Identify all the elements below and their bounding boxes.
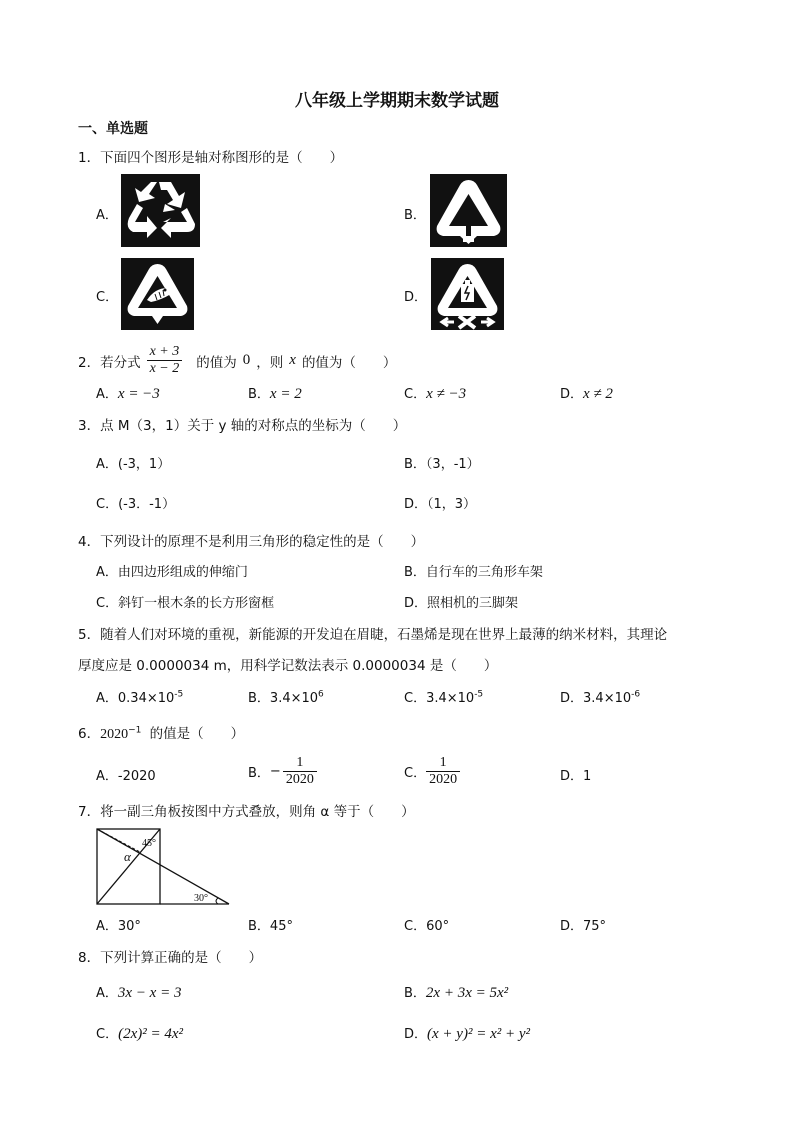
q7-option-a: A．30° — [96, 919, 141, 934]
q5-option-d: D．$3.4\times 10^{-6}$ — [560, 689, 641, 706]
question-7-stem: 7．将一副三角板按图中方式叠放，则角 α 等于（ ） — [78, 804, 415, 820]
q3-option-c: C．(-3．-1） — [96, 497, 176, 512]
question-6-stem: 6．$2020^{-1}$ 的值是（ ） — [78, 725, 245, 742]
recycle-arrows-icon — [121, 174, 200, 247]
recycle-triangle-icon — [430, 174, 507, 247]
question-3-stem: 3．点 M（3，1）关于 y 轴的对称点的坐标为（ ） — [78, 418, 407, 434]
q2-var: x — [289, 352, 296, 368]
question-2-stem — [78, 344, 396, 377]
q2-option-b: B．x = 2 — [248, 386, 302, 402]
q8-option-d: D．(x + y)² = x² + y² — [404, 1026, 530, 1042]
q4-option-d: D．照相机的三脚架 — [404, 596, 519, 611]
q4-option-c: C．斜钉一根木条的长方形窗框 — [96, 596, 275, 611]
q2-prefix: 2．若分式 — [78, 354, 141, 371]
q2-fraction — [147, 344, 183, 377]
q2-option-d: D．x ≠ 2 — [560, 386, 613, 402]
q5-option-b: B．$3.4\times 10^6$ — [248, 689, 324, 706]
q4-option-a: A．由四边形组成的伸缩门 — [96, 565, 248, 580]
question-8-stem: 8．下列计算正确的是（ ） — [78, 950, 263, 966]
question-5-line-1: 5．随着人们对环境的重视，新能源的开发迫在眉睫，石墨烯是现在世界上最薄的纳米材料，其理论 — [78, 627, 668, 643]
q3-option-a: A．(-3，1） — [96, 457, 171, 472]
q6-option-b: B． − $\frac{1}{2020}$ — [248, 755, 317, 788]
q2-option-a: A．x = −3 — [96, 386, 160, 402]
page-title: 八年级上学期期末数学试题 — [295, 91, 499, 111]
question-4-stem: 4．下列设计的原理不是利用三角形的稳定性的是（ ） — [78, 534, 425, 550]
fig-label-30: 30° — [194, 893, 208, 904]
q8-option-a: A．3x − x = 3 — [96, 985, 182, 1001]
q8-option-b: B．2x + 3x = 5x² — [404, 985, 509, 1001]
recycle-battery-icon — [431, 258, 504, 330]
q5-option-a: A．$0.34\times 10^{-5}$ — [96, 689, 184, 706]
q3-option-d: D．（1，3） — [404, 497, 477, 512]
q6-option-c: C． $\frac{1}{2020}$ — [404, 755, 460, 788]
q7-option-b: B．45° — [248, 919, 293, 934]
q2-text-a: 的值为 — [196, 354, 237, 371]
q2-text-b: ，则 — [256, 354, 284, 371]
fig-label-alpha: α — [124, 849, 131, 864]
fig-label-45: 45° — [142, 838, 156, 849]
q6-option-a: A．-2020 — [96, 769, 156, 784]
triangle-figure — [96, 828, 232, 906]
q1-option-d-label: D． — [404, 290, 428, 305]
question-5-line-2: 厚度应是 0.0000034 m，用科学记数法表示 0.0000034 是（ ） — [78, 658, 498, 674]
q5-option-c: C．$3.4\times 10^{-5}$ — [404, 689, 484, 706]
q2-option-c: C．x ≠ −3 — [404, 386, 467, 402]
recycle-fish-icon — [121, 258, 194, 330]
q3-option-b: B．（3，-1） — [404, 457, 480, 472]
q6-option-d: D．1 — [560, 769, 592, 784]
q2-denominator: x − 2 — [149, 361, 180, 376]
q4-option-b: B．自行车的三角形车架 — [404, 565, 543, 580]
q1-option-c-label: C． — [96, 290, 119, 305]
q7-option-d: D．75° — [560, 919, 607, 934]
q7-option-c: C．60° — [404, 919, 450, 934]
q1-option-b-label: B． — [404, 208, 426, 223]
q2-text-c: 的值为（ ） — [301, 354, 397, 371]
section-heading: 一、单选题 — [78, 121, 148, 137]
question-1-stem: 1．下面四个图形是轴对称图形的是（ ） — [78, 150, 344, 166]
q2-zero: 0 — [242, 352, 251, 368]
q8-option-c: C．(2x)² = 4x² — [96, 1026, 183, 1042]
q2-numerator: x + 3 — [147, 344, 183, 361]
q1-option-a-label: A． — [96, 208, 118, 223]
